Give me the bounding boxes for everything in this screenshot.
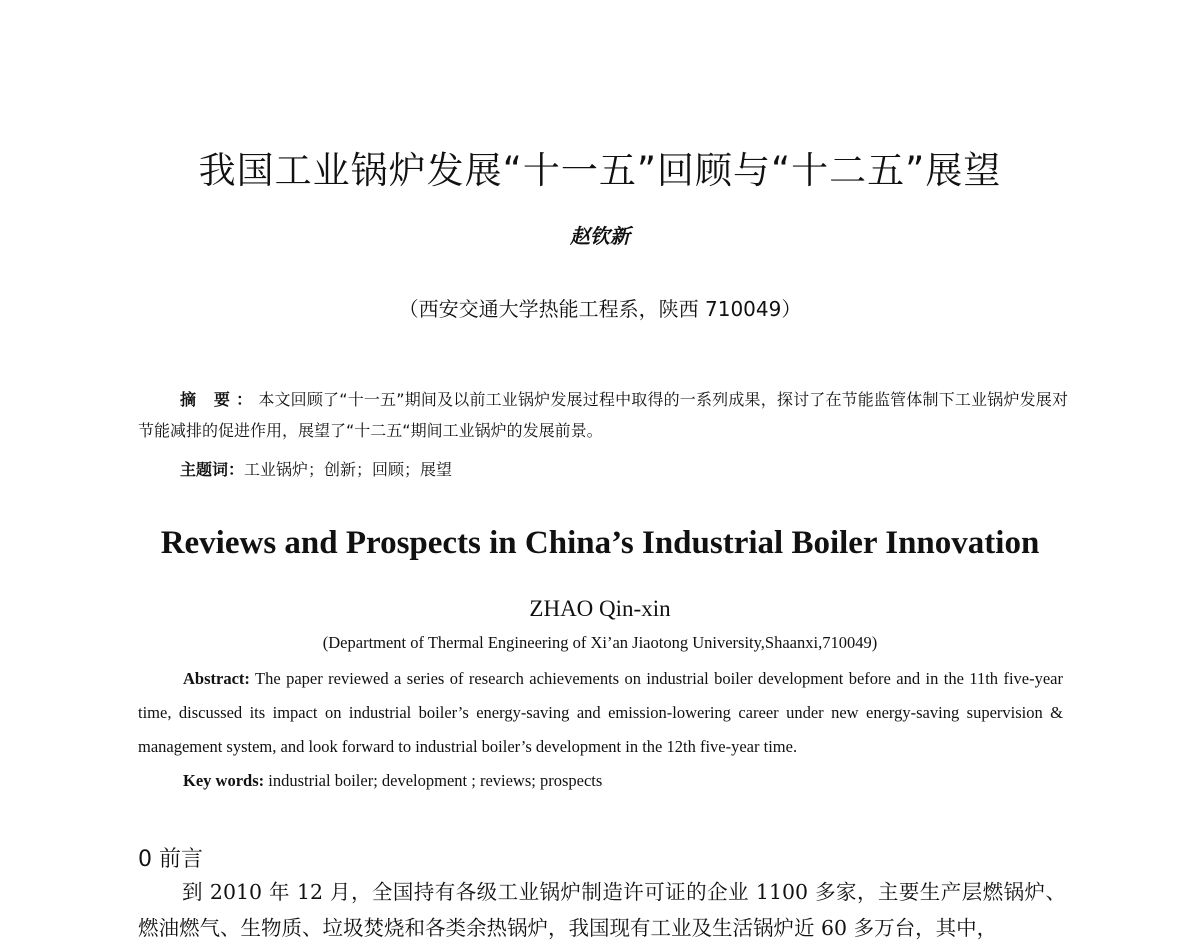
chinese-keywords-text: 工业锅炉；创新；回顾；展望 [244, 460, 453, 479]
chinese-title: 我国工业锅炉发展“十一五”回顾与“十二五”展望 [198, 149, 1002, 192]
chinese-abstract [138, 384, 1068, 446]
english-affiliation: (Department of Thermal Engineering of Xi’an Jiaotong University,Shaanxi,710049) [322, 633, 878, 652]
english-abstract [138, 662, 1063, 764]
english-abstract-text: The paper reviewed a series of research achievements on industrial boiler development before and in the 11th five-year time, discussed its impact on industrial boiler’s energy-saving and emission-lowering career under new energy-saving supervision & management system, and look forward to industrial boiler’s development in the 12th five-year time. [138, 669, 1064, 756]
english-keywords [183, 771, 602, 791]
english-keywords-label: Key words: [183, 771, 265, 790]
chinese-abstract-text: 本文回顾了“十一五”期间及以前工业锅炉发展过程中取得的一系列成果，探讨了在节能监管体制下工业锅炉发展对节能减排的促进作用，展望了“十二五“期间工业锅炉的发展前景。 [138, 390, 1068, 440]
chinese-keywords [180, 457, 452, 480]
english-abstract-label: Abstract: [183, 669, 250, 688]
english-author: ZHAO Qin-xin [529, 596, 671, 621]
section-body: 到 2010 年 12 月，全国持有各级工业锅炉制造许可证的企业 1100 多家，主要生产层燃锅炉、燃油燃气、生物质、垃圾焚烧和各类余热锅炉，我国现有工业及生活锅炉近 60 多万台，其中， [138, 880, 1066, 940]
english-title: Reviews and Prospects in China’s Industrial Boiler Innovation [160, 525, 1040, 561]
english-keywords-text: industrial boiler; development ; reviews; prospects [268, 771, 603, 790]
section-heading: 0 前言 [138, 847, 203, 872]
chinese-abstract-label: 摘 要： [180, 390, 259, 409]
chinese-keywords-label: 主题词： [180, 460, 245, 479]
chinese-affiliation: （西安交通大学热能工程系，陕西 710049） [398, 297, 802, 321]
chinese-author: 赵钦新 [570, 224, 630, 248]
